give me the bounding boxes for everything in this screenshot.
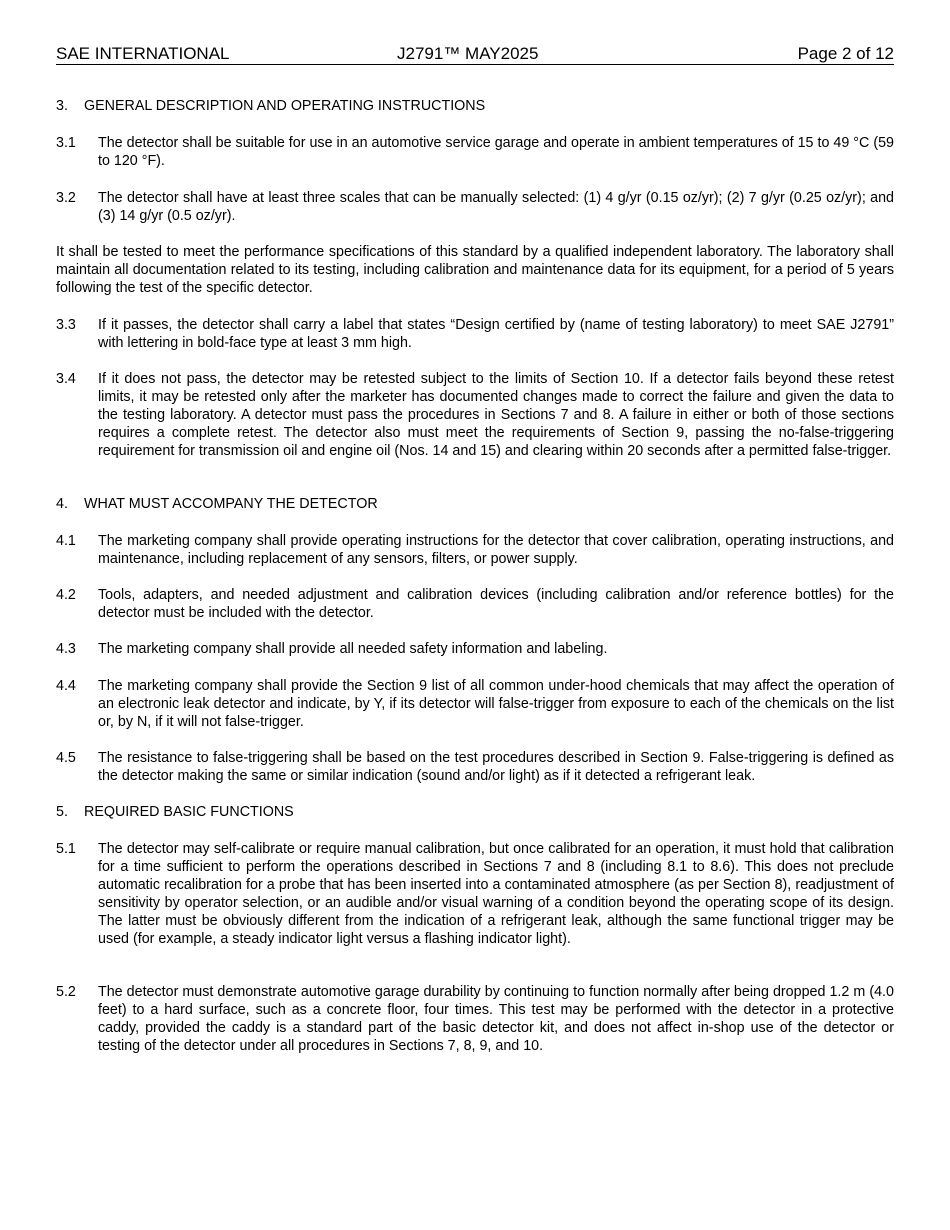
clause-number: 4.2 bbox=[56, 587, 76, 603]
clause-4-3 bbox=[56, 640, 894, 658]
section-title: WHAT MUST ACCOMPANY THE DETECTOR bbox=[84, 496, 378, 512]
clause-text: The detector may self-calibrate or require manual calibration, but once calibrated for an operation, it must hold that calibration for a time sufficient to perform the operations described in Sections 7 and 8 (including 8.1 to 8.6). This does not preclude automatic recalibration for a probe that has been inserted into a contaminated atmosphere (as per Section 8), readjustment of sensitivity by operator selection, or an audible and/or visual warning of a condition beyond the operating scope of its design. The latter must be obviously different from the indication of a refrigerant leak, although the same functional trigger may be used (for example, a steady indicator light versus a flashing indicator light). bbox=[98, 841, 894, 947]
clause-number: 3.1 bbox=[56, 135, 76, 151]
clause-number: 5.2 bbox=[56, 984, 76, 1000]
clause-text: The resistance to false-triggering shall be based on the test procedures described in Section 9. False-triggering is defined as the detector making the same or similar indication (sound and/or light) as if it detected a refrigerant leak. bbox=[98, 750, 894, 784]
lab-testing-paragraph: It shall be tested to meet the performance specifications of this standard by a qualified independent laboratory. The laboratory shall maintain all documentation related to its testing, including calibration and maintenance data for its equipment, for a period of 5 years following the test of the specific detector. bbox=[56, 244, 894, 296]
section-title: REQUIRED BASIC FUNCTIONS bbox=[84, 804, 294, 820]
clause-text: The detector shall be suitable for use in an automotive service garage and operate in ambient temperatures of 15 to 49 °C (59 to 120 °F). bbox=[98, 135, 894, 169]
header-organization: SAE INTERNATIONAL bbox=[56, 44, 230, 63]
clause-5-2 bbox=[56, 983, 894, 1055]
clause-4-1 bbox=[56, 532, 894, 568]
clause-number: 4.5 bbox=[56, 750, 76, 766]
clause-text: The detector shall have at least three scales that can be manually selected: (1) 4 g/yr (0.15 oz/yr); (2) 7 g/yr (0.25 oz/yr); and (3) 14 g/yr (0.5 oz/yr). bbox=[98, 190, 894, 224]
clause-number: 3.4 bbox=[56, 371, 76, 387]
clause-number: 4.1 bbox=[56, 533, 76, 549]
clause-5-1 bbox=[56, 840, 894, 948]
clause-text: Tools, adapters, and needed adjustment and calibration devices (including calibration and/or reference bottles) for the detector must be included with the detector. bbox=[98, 587, 894, 621]
clause-number: 4.4 bbox=[56, 678, 76, 694]
clause-text: The marketing company shall provide the Section 9 list of all common under-hood chemicals that may affect the operation of an electronic leak detector and indicate, by Y, if its detector will false-trigger from exposure to each of the chemicals on the list or, by N, if it will not false-trigger. bbox=[98, 678, 894, 730]
clause-text: The detector must demonstrate automotive garage durability by continuing to function normally after being dropped 1.2 m (4.0 feet) to a hard surface, such as a concrete floor, four times. This test may be performed with the detector in a protective caddy, provided the caddy is a standard part of the basic detector kit, and does not affect in-shop use of the detector or testing of the detector under all procedures in Sections 7, 8, 9, and 10. bbox=[98, 984, 894, 1054]
clause-3-1 bbox=[56, 134, 894, 170]
clause-3-3 bbox=[56, 316, 894, 352]
clause-text: The marketing company shall provide all needed safety information and labeling. bbox=[98, 641, 608, 657]
header-page-number: Page 2 of 12 bbox=[797, 44, 894, 63]
section-title: GENERAL DESCRIPTION AND OPERATING INSTRUCTIONS bbox=[84, 98, 486, 114]
section-4-heading bbox=[56, 495, 894, 513]
clause-number: 4.3 bbox=[56, 641, 76, 657]
section-3-heading bbox=[56, 97, 894, 115]
section-number: 3. bbox=[56, 98, 68, 114]
clause-4-2 bbox=[56, 586, 894, 622]
clause-4-5 bbox=[56, 749, 894, 785]
clause-text: If it passes, the detector shall carry a label that states “Design certified by (name of testing laboratory) to meet SAE J2791” with lettering in bold-face type at least 3 mm high. bbox=[98, 317, 894, 351]
clause-text: If it does not pass, the detector may be retested subject to the limits of Section 10. If a detector fails beyond these retest limits, it may be retested only after the marketer has documented changes made to correct the failure and given the data to the testing laboratory. A detector must pass the procedures in Sections 7 and 8. A failure in either or both of those sections requires a complete retest. The detector also must meet the requirements of Section 9, passing the no-false-triggering requirement for transmission oil and engine oil (Nos. 14 and 15) and clearing within 20 seconds after a permitted false-trigger. bbox=[98, 371, 894, 459]
clause-3-4 bbox=[56, 370, 894, 460]
section-5-heading bbox=[56, 803, 894, 821]
section-number: 5. bbox=[56, 804, 68, 820]
clause-number: 3.3 bbox=[56, 317, 76, 333]
clause-text: The marketing company shall provide operating instructions for the detector that cover calibration, operating instructions, and maintenance, including replacement of any sensors, filters, or power supply. bbox=[98, 533, 894, 567]
clause-number: 5.1 bbox=[56, 841, 76, 857]
header-document-id: J2791™ MAY2025 bbox=[397, 44, 539, 63]
page-header bbox=[56, 44, 894, 65]
section-number: 4. bbox=[56, 496, 68, 512]
clause-3-2 bbox=[56, 189, 894, 225]
clause-number: 3.2 bbox=[56, 190, 76, 206]
clause-4-4 bbox=[56, 677, 894, 731]
